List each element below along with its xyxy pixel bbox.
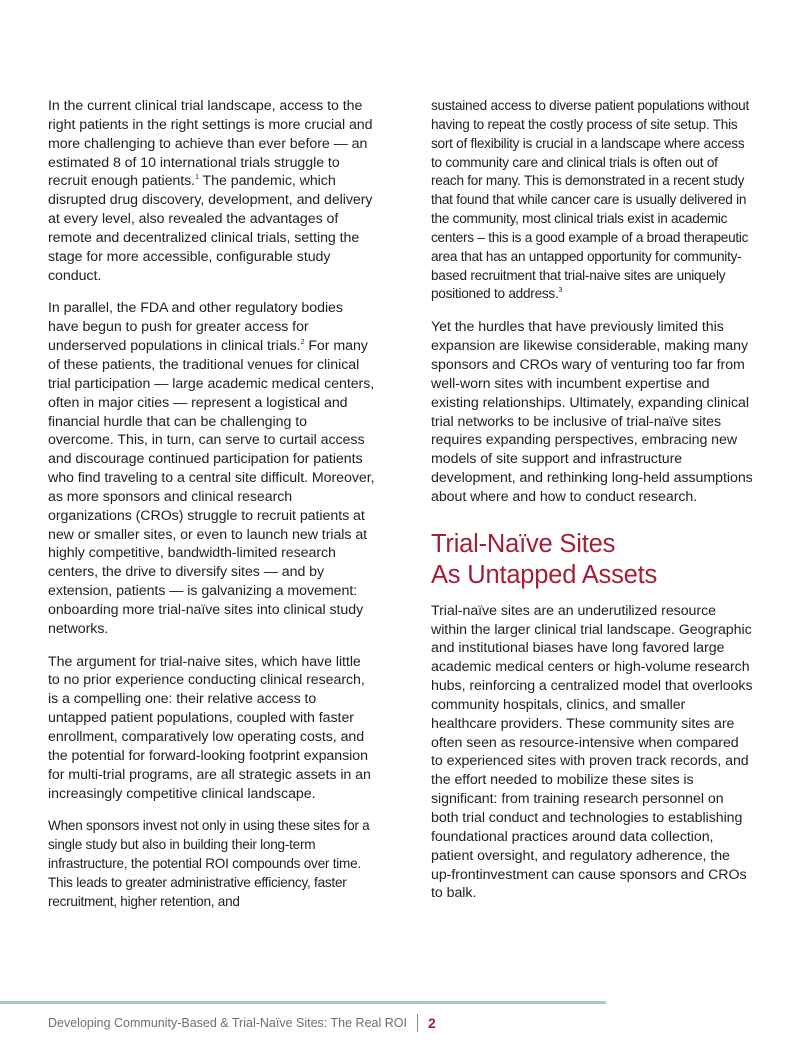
footnote-ref: 2: [300, 339, 305, 347]
body-paragraph: Yet the hurdles that have previously limited this expansion are likewise considerable, making many sponsors and CROs wary of venturing too far from well-worn sites with incumbent expertise and existing relationships. Ultimately, expanding clinical trial networks to be inclusive of trial-naïve sites requires expanding perspectives, embracing new models of site support and infrastructure development, and rethinking long-held assumptions about where and how to conduct research.: [431, 319, 753, 505]
footer-divider: [417, 1014, 418, 1032]
page-number: 2: [427, 1015, 436, 1031]
body-paragraph: When sponsors invest not only in using these sites for a single study but also in building their long-term infrastructure, the potential ROI compounds over time. This leads to greater administrative efficiency, faster recruitment, higher retention, and: [48, 818, 370, 909]
body-paragraph: In the current clinical trial landscape, access to the right patients in the right settings is more crucial and more challenging to achieve than ever before — an estimated 8 of 10 international trials struggle to recruit enough patients.$^1$ The pandemic, which disrupted drug discovery, development, and delivery at every level, also revealed the advantages of remote and decentralized clinical trials, setting the stage for more accessible, configurable study conduct.: [48, 98, 373, 284]
section-heading: Trial-Naïve Sites As Untapped Assets: [431, 529, 658, 589]
footnote-ref: 1: [195, 174, 199, 182]
footer-rule: [0, 1001, 606, 1004]
body-paragraph: In parallel, the FDA and other regulatory bodies have begun to push for greater access for underserved populations in clinical trials.$^2$ For many of these patients, the traditional venues for clinical trial participation — large academic medical centers, often in major cities — represent a logistical and financial hurdle that can be challenging to overcome. This, in turn, can serve to curtail access and discourage continued participation for patients who find traveling to a central site difficult. Moreover, as more sponsors and clinical research organizations (CROs) struggle to recruit patients at new or smaller sites, or even to launch new trials at highly competitive, bandwidth-limited research centers, the drive to diversify sites — and by extension, patients — is galvanizing a movement: onboarding more trial-naïve sites into clinical study networks.: [48, 300, 375, 637]
page-footer: [48, 1013, 436, 1033]
right-column: [431, 97, 753, 903]
body-paragraph: Trial-naïve sites are an underutilized resource within the larger clinical trial landscape. Geographic and institutional biases have long favored large academic medical centers or high-volume research hubs, reinforcing a centralized model that overlooks community hospitals, clinics, and smaller healthcare providers. These community sites are often seen as resource-intensive when compared to experienced sites with proven track records, and the effort needed to mobilize these sites is significant: from training research personnel on both trial conduct and technologies to establishing foundational practices around data collection, patient oversight, and regulatory adherence, the up-frontinvestment can cause sponsors and CROs to balk.: [431, 602, 753, 902]
footer-title: Developing Community-Based & Trial-Naïve Sites: The Real ROI: [48, 1016, 407, 1030]
body-paragraph: sustained access to diverse patient populations without having to repeat the costly process of site setup. This sort of flexibility is crucial in a landscape where access to community care and clinical trials is often out of reach for many. This is demonstrated in a recent study that found that while cancer care is usually delivered in the community, most clinical trials exist in academic centers – this is a good example of a broad therapeutic area that has an untapped opportunity for community-based recruitment that trial-naive sites are uniquely positioned to address.$^3$: [431, 98, 749, 302]
footnote-ref: 3: [558, 287, 563, 295]
body-paragraph: The argument for trial-naive sites, which have little to no prior experience conducting clinical research, is a compelling one: their relative access to untapped patient populations, coupled with faster enrollment, comparatively low operating costs, and the potential for forward-looking footprint expansion for multi-trial programs, are all strategic assets in an increasingly competitive clinical landscape.: [48, 653, 371, 802]
left-column: [48, 97, 376, 912]
